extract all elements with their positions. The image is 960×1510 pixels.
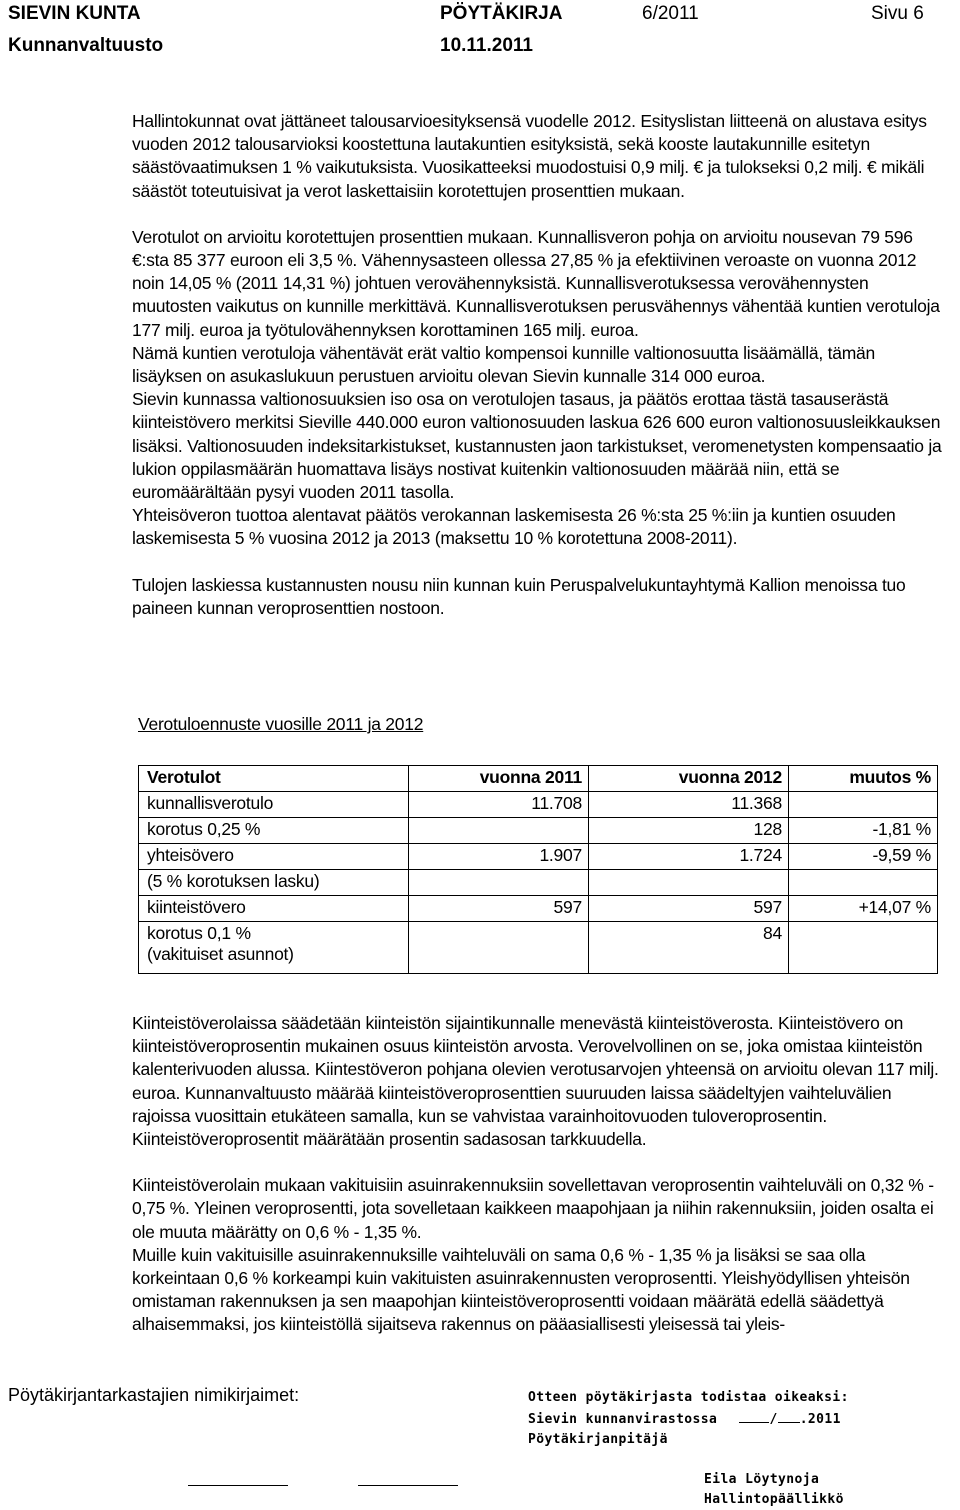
cell-2011: [409, 870, 589, 896]
header-page: Sivu 6: [871, 3, 924, 24]
header-doc-type: PÖYTÄKIRJA: [440, 3, 563, 24]
day-blank: [739, 1408, 769, 1423]
date-separator: /: [769, 1412, 778, 1427]
paragraph: Sievin kunnassa valtionosuuksien iso osa on verotulojen tasaus, ja päätös erottaa tästä tasauserästä kiinteistövero merkitsi Sieville 440.000 euron valtionosuuden laskua 626 600 euron valtionosuusleikkauksen lisäksi. Valtionosuuden indeksitarkistukset, kustannusten jaon tarkistukset, veromenetysten kompensaatio ja lukion oppilasmäärän huomattava lisäys nostivat kuitenkin valtionosuuden määrää niin, että se euromäärältään pysyi vuoden 2011 tasolla.: [132, 389, 942, 503]
cell-2011: [409, 922, 589, 974]
certification-year: .2011: [799, 1412, 841, 1427]
row-label: kiinteistövero: [139, 896, 409, 922]
cell-2012: 11.368: [589, 792, 789, 818]
paragraph: Muille kuin vakituisille asuinrakennuksille vaihteluväli on sama 0,6 % - 1,35 % ja lisäksi se saa olla korkeintaan 0,6 % korkeampi kuin vakituisten asuinrakennusten veroprosentti. Yleishyödyllisen yhteisön omistaman rakennuksen ja sen maapohjan kiinteistöveroprosentti voidaan määrätä edellä säädettyä alhaisemmaksi, jos kiinteistöllä sijaitseva rakennus on pääasiallisesti yleisessä tai yleis-: [132, 1244, 910, 1335]
table-row: [139, 792, 938, 818]
paragraph: Kiinteistöverolain mukaan vakituisiin asuinrakennuksiin sovellettavan veroprosentin vaihteluväli on 0,32 % - 0,75 %. Yleinen veroprosentti, jota sovelletaan kaikkeen maapohjaan ja niihin rakennuksiin, joiden osalta ei ole muuta määrätty on 0,6 % - 1,35 %.: [132, 1175, 934, 1242]
table-header-row: [139, 766, 938, 792]
cell-2012: [589, 870, 789, 896]
column-header: vuonna 2012: [589, 766, 789, 792]
cell-2011: 11.708: [409, 792, 589, 818]
paragraph: Kiinteistöverolaissa säädetään kiinteistön sijaintikunnalle menevästä kiinteistöverosta. Kiinteistövero on kiinteistöveroprosentin mukainen osuus kiinteistön arvosta. Verovelvollinen on se, joka omistaa kiinteistön kalenterivuoden alussa. Kiintestöveron pohjana olevien verotusarvojen yhteensä on arvioitu olevan 117 milj. euroa. Kunnanvaltuusto määrää kiinteistöveroprosenttien suuruuden laissa säädeltyjen vaihteluvälien rajoissa vuosittain etukäteen samalla, kun se vahvistaa varainhoitovuoden tuloveroprosentin. Kiinteistöveroprosentit määrätään prosentin sadasosan tarkkuudella.: [132, 1013, 939, 1150]
header-body: Kunnanvaltuusto: [8, 35, 164, 56]
certification-role: Pöytäkirjanpitäjä: [528, 1432, 668, 1447]
initials-line: [358, 1485, 458, 1486]
section-1: [132, 110, 946, 620]
row-label: kunnallisverotulo: [139, 792, 409, 818]
certification-block: [528, 1388, 849, 1510]
table-row: [139, 896, 938, 922]
cell-change: -9,59 %: [789, 844, 938, 870]
paragraph: Tulojen laskiessa kustannusten nousu niin kunnan kuin Peruspalvelukuntayhtymä Kallion menoissa tuo paineen kunnan veroprosenttien nostoon.: [132, 574, 906, 618]
cell-2012: 84: [589, 922, 789, 974]
header-org: SIEVIN KUNTA: [8, 3, 141, 24]
header-date: 10.11.2011: [440, 35, 533, 56]
cell-2011: 597: [409, 896, 589, 922]
cell-2011: [409, 818, 589, 844]
table-row: [139, 922, 938, 974]
certification-place: Sievin kunnanvirastossa: [528, 1412, 718, 1427]
column-header: vuonna 2011: [409, 766, 589, 792]
paragraph: Hallintokunnat ovat jättäneet talousarvioesityksensä vuodelle 2012. Esityslistan liitteenä on alustava esitys vuoden 2012 talousarvioksi koostettuna lautakuntien esityksistä, sekä kooste lautakunnille esitetyn säästövaatimuksen 1 % vaikutuksista. Vuosikatteeksi muodostuisi 0,9 milj. € ja tulokseksi 0,2 milj. € mikäli säästöt toteutuisivat ja verot laskettaisiin korotettujen prosenttien mukaan.: [132, 111, 927, 201]
cell-2012: 1.724: [589, 844, 789, 870]
table-row: [139, 844, 938, 870]
cell-change: [789, 922, 938, 974]
table-row: [139, 870, 938, 896]
table-heading: Verotuloennuste vuosille 2011 ja 2012: [138, 714, 424, 734]
paragraph: Yhteisöveron tuottoa alentavat päätös verokannan laskemisesta 26 %:sta 25 %:iin ja kuntien osuuden laskemisesta 5 % vuosina 2012 ja 2013 (maksettu 10 % korotettuna 2008-2011).: [132, 505, 896, 549]
column-header: Verotulot: [139, 766, 409, 792]
tax-revenue-table: [138, 765, 938, 974]
row-label: korotus 0,25 %: [139, 818, 409, 844]
paragraph: Nämä kuntien verotuloja vähentävät erät valtio kompensoi kunnille valtionosuutta lisäämällä, tämän lisäyksen on asukaslukuun perustuen arvioitu olevan Sievin kunnalle 314 000 euroa.: [132, 342, 876, 387]
row-label: yhteisövero: [139, 844, 409, 870]
reviewer-initials-label: Pöytäkirjantarkastajien nimikirjaimet:: [8, 1385, 300, 1405]
month-blank: [778, 1408, 800, 1423]
cell-change: -1,81 %: [789, 818, 938, 844]
section-2: [132, 1012, 946, 1337]
signer-title: Hallintopäällikkö: [704, 1492, 844, 1507]
row-label: (5 % korotuksen lasku): [139, 870, 409, 896]
initials-line: [188, 1485, 288, 1486]
row-label-line: (vakituiset asunnot): [147, 944, 294, 964]
signer-name: Eila Löytynoja: [704, 1472, 820, 1487]
header-doc-no: 6/2011: [642, 3, 699, 24]
paragraph: Verotulot on arvioitu korotettujen prosenttien mukaan. Kunnallisveron pohja on arvioitu nousevan 79 596 €:sta 85 377 euroon eli 3,5 %. Vähennysasteen ollessa 27,85 % ja efektiivinen veroaste on vuonna 2012 noin 14,05 % (2011 14,31 %) johtuen verovähennyksistä. Kunnallisverotuksessa verovähennysten muutosten vaikutus on kunnille merkittävä. Kunnallisverotuksen perusvähennys vähentää kuntien verotuloja 177 milj. euroa ja työtulovähennyksen korottaminen 165 milj. euroa.: [132, 226, 940, 340]
row-label: [139, 922, 409, 974]
table-row: [139, 818, 938, 844]
certification-title: Otteen pöytäkirjasta todistaa oikeaksi:: [528, 1390, 849, 1405]
cell-2012: 597: [589, 896, 789, 922]
cell-change: [789, 870, 938, 896]
cell-2011: 1.907: [409, 844, 589, 870]
row-label-line: korotus 0,1 %: [147, 923, 251, 943]
cell-change: +14,07 %: [789, 896, 938, 922]
cell-change: [789, 792, 938, 818]
cell-2012: 128: [589, 818, 789, 844]
column-header: muutos %: [789, 766, 938, 792]
certification-place-line: [528, 1408, 849, 1430]
